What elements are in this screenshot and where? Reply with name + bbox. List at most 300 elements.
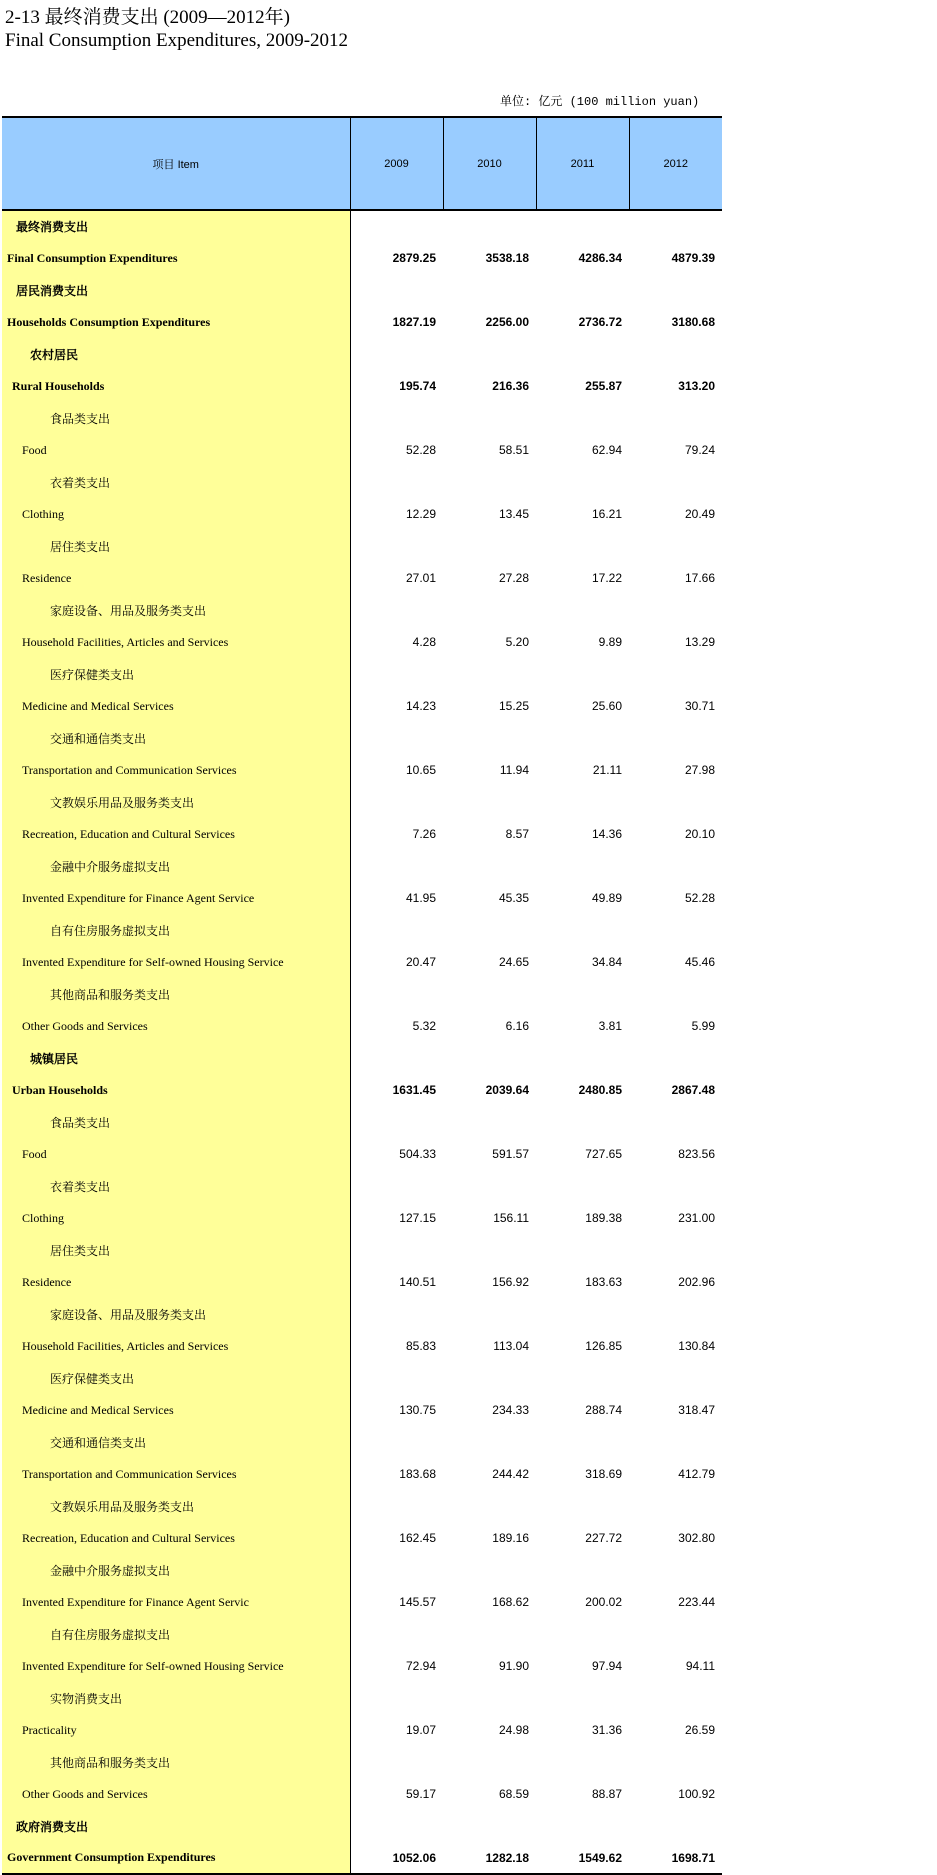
value-cell: 58.51 [498,443,529,457]
empty-cell [443,274,536,306]
value-cell: 94.11 [685,1659,715,1673]
value-cell: 2867.48 [671,1083,715,1097]
value-cell: 41.95 [405,891,436,905]
empty-cell [443,1170,536,1202]
value-cell: 202.96 [678,1275,715,1289]
empty-cell [536,978,629,1010]
value-cell: 130.75 [399,1403,436,1417]
table-row [2,1138,722,1170]
table-row [2,1458,722,1490]
table-row [2,1714,722,1746]
value-cell: 45.46 [684,955,715,969]
table-row-chinese-label [2,1746,722,1778]
row-label-chinese: 交通和通信类支出 [2,1426,350,1458]
value-cell: 156.11 [493,1211,529,1225]
value-cell: 5.99 [691,1019,715,1033]
row-label-chinese: 居住类支出 [2,1234,350,1266]
table-row-chinese-label [2,850,722,882]
row-label-chinese: 衣着类支出 [2,466,350,498]
empty-cell [350,1554,443,1586]
empty-cell [350,1170,443,1202]
table-row [2,690,722,722]
empty-cell [443,1106,536,1138]
value-cell: 52.28 [405,443,436,457]
empty-cell [443,1618,536,1650]
empty-cell [443,914,536,946]
value-cell: 27.28 [498,571,529,585]
column-header-year: 2012 [629,117,722,210]
row-label-english: Rural Households [2,370,350,402]
table-row-chinese-label [2,1426,722,1458]
value-cell: 302.80 [678,1531,715,1545]
empty-cell [443,1298,536,1330]
row-label-chinese: 其他商品和服务类支出 [2,1746,350,1778]
empty-cell [536,1426,629,1458]
value-cell: 1631.45 [392,1083,436,1097]
table-row [2,1650,722,1682]
value-cell: 318.47 [678,1403,715,1417]
value-cell: 126.85 [585,1339,622,1353]
empty-cell [350,1682,443,1714]
row-label-english: Transportation and Communication Services [2,754,350,786]
empty-cell [443,594,536,626]
table-row-chinese-label [2,1810,722,1842]
empty-cell [350,1426,443,1458]
row-label-chinese: 金融中介服务虚拟支出 [2,850,350,882]
row-label-chinese: 家庭设备、用品及服务类支出 [2,594,350,626]
empty-cell [350,850,443,882]
empty-cell [629,1106,722,1138]
empty-cell [629,1490,722,1522]
empty-cell [443,1490,536,1522]
row-label-chinese: 其他商品和服务类支出 [2,978,350,1010]
row-label-english: Food [2,434,350,466]
value-cell: 231.00 [678,1211,715,1225]
value-cell: 14.23 [405,699,436,713]
value-cell: 823.56 [678,1147,715,1161]
empty-cell [443,402,536,434]
empty-cell [629,210,722,242]
empty-cell [629,786,722,818]
empty-cell [443,1426,536,1458]
value-cell: 189.16 [492,1531,529,1545]
empty-cell [536,210,629,242]
row-label-english: Practicality [2,1714,350,1746]
empty-cell [443,850,536,882]
empty-cell [350,1234,443,1266]
empty-cell [443,1682,536,1714]
empty-cell [629,914,722,946]
row-label-chinese: 政府消费支出 [2,1810,350,1842]
value-cell: 4.28 [412,635,436,649]
table-row-chinese-label [2,1362,722,1394]
table-row-chinese-label [2,1106,722,1138]
table-row [2,242,722,274]
row-label-chinese: 食品类支出 [2,402,350,434]
value-cell: 16.21 [591,507,622,521]
value-cell: 1549.62 [536,1842,629,1874]
empty-cell [536,1618,629,1650]
value-cell: 156.92 [492,1275,529,1289]
row-label-english: Final Consumption Expenditures [2,242,350,274]
value-cell: 24.98 [498,1723,529,1737]
empty-cell [629,850,722,882]
value-cell: 97.94 [591,1659,622,1673]
value-cell: 11.94 [499,763,529,777]
value-cell: 189.38 [585,1211,622,1225]
row-label-english: Residence [2,562,350,594]
table-row [2,498,722,530]
table-row [2,1522,722,1554]
empty-cell [536,914,629,946]
empty-cell [629,1234,722,1266]
value-cell: 34.84 [591,955,622,969]
table-row-chinese-label [2,1298,722,1330]
table-row [2,626,722,658]
empty-cell [350,274,443,306]
row-label-chinese: 居住类支出 [2,530,350,562]
table-row [2,1394,722,1426]
header-row [2,117,722,210]
value-cell: 25.60 [591,699,622,713]
row-label-chinese: 自有住房服务虚拟支出 [2,1618,350,1650]
value-cell: 234.33 [492,1403,529,1417]
value-cell: 244.42 [492,1467,529,1481]
empty-cell [536,1170,629,1202]
empty-cell [443,786,536,818]
value-cell: 1827.19 [392,315,436,329]
row-label-chinese: 自有住房服务虚拟支出 [2,914,350,946]
empty-cell [629,1298,722,1330]
row-label-english: Invented Expenditure for Self-owned Housing Service [2,1650,350,1682]
table-title-english: Final Consumption Expenditures, 2009-2012 [5,30,349,51]
value-cell: 183.68 [399,1467,436,1481]
table-row-chinese-label [2,338,722,370]
empty-cell [629,978,722,1010]
value-cell: 13.45 [498,507,529,521]
value-cell: 168.62 [492,1595,529,1609]
table-row [2,946,722,978]
row-label-chinese: 文教娱乐用品及服务类支出 [2,1490,350,1522]
table-row-chinese-label [2,1234,722,1266]
empty-cell [536,1106,629,1138]
value-cell: 162.45 [399,1531,436,1545]
value-cell: 91.90 [498,1659,529,1673]
empty-cell [536,1554,629,1586]
empty-cell [536,658,629,690]
empty-cell [350,1490,443,1522]
table-row-chinese-label [2,274,722,306]
value-cell: 31.36 [591,1723,622,1737]
table-title-chinese: 2-13 最终消费支出 (2009—2012年) [5,7,290,28]
empty-cell [629,1810,722,1842]
value-cell: 3.81 [598,1019,622,1033]
value-cell: 21.11 [592,763,622,777]
empty-cell [536,1746,629,1778]
empty-cell [629,1170,722,1202]
row-label-english: Households Consumption Expenditures [2,306,350,338]
table-row-chinese-label [2,1490,722,1522]
table-body [2,210,722,1874]
row-label-english: Other Goods and Services [2,1010,350,1042]
empty-cell [536,530,629,562]
empty-cell [629,338,722,370]
empty-cell [536,1490,629,1522]
empty-cell [350,978,443,1010]
value-cell: 1052.06 [350,1842,443,1874]
row-label-chinese: 城镇居民 [2,1042,350,1074]
row-label-chinese: 文教娱乐用品及服务类支出 [2,786,350,818]
value-cell: 2736.72 [578,315,622,329]
table-row-chinese-label [2,978,722,1010]
empty-cell [536,594,629,626]
value-cell: 59.17 [405,1787,436,1801]
table-row-chinese-label [2,1618,722,1650]
empty-cell [443,466,536,498]
empty-cell [350,1810,443,1842]
value-cell: 1282.18 [443,1842,536,1874]
value-cell: 200.02 [585,1595,622,1609]
empty-cell [629,402,722,434]
table-row [2,1778,722,1810]
empty-cell [536,722,629,754]
table-row [2,1330,722,1362]
empty-cell [350,1618,443,1650]
value-cell: 6.16 [505,1019,529,1033]
value-cell: 2039.64 [485,1083,529,1097]
value-cell: 140.51 [399,1275,436,1289]
empty-cell [350,658,443,690]
column-header-item: 项目 Item [2,117,350,210]
value-cell: 20.10 [684,827,715,841]
value-cell: 88.87 [591,1787,622,1801]
value-cell: 313.20 [678,379,715,393]
row-label-chinese: 家庭设备、用品及服务类支出 [2,1298,350,1330]
value-cell: 227.72 [585,1531,622,1545]
table-row [2,754,722,786]
value-cell: 52.28 [684,891,715,905]
empty-cell [629,658,722,690]
value-cell: 145.57 [399,1595,436,1609]
row-label-english: Other Goods and Services [2,1778,350,1810]
empty-cell [536,1042,629,1074]
empty-cell [536,1362,629,1394]
value-cell: 2879.25 [392,251,436,265]
value-cell: 3538.18 [485,251,529,265]
value-cell: 183.63 [585,1275,622,1289]
empty-cell [536,1298,629,1330]
empty-cell [629,1362,722,1394]
empty-cell [536,1682,629,1714]
empty-cell [350,530,443,562]
empty-cell [629,1042,722,1074]
value-cell: 85.83 [405,1339,436,1353]
value-cell: 591.57 [492,1147,529,1161]
table-row [2,1202,722,1234]
table-row-chinese-label [2,530,722,562]
empty-cell [629,1426,722,1458]
table-row-chinese-label [2,1554,722,1586]
value-cell: 7.26 [412,827,436,841]
empty-cell [350,1106,443,1138]
consumption-table [2,116,722,1875]
row-label-chinese: 衣着类支出 [2,1170,350,1202]
value-cell: 4286.34 [578,251,622,265]
row-label-english: Recreation, Education and Cultural Services [2,1522,350,1554]
value-cell: 412.79 [678,1467,715,1481]
value-cell: 24.65 [498,955,529,969]
table-row [2,1842,722,1874]
empty-cell [443,1810,536,1842]
value-cell: 12.29 [405,507,436,521]
value-cell: 26.59 [684,1723,715,1737]
value-cell: 504.33 [399,1147,436,1161]
empty-cell [629,530,722,562]
value-cell: 130.84 [678,1339,715,1353]
row-label-chinese: 农村居民 [2,338,350,370]
value-cell: 30.71 [684,699,715,713]
table-row [2,434,722,466]
value-cell: 14.36 [591,827,622,841]
row-label-chinese: 交通和通信类支出 [2,722,350,754]
empty-cell [443,1746,536,1778]
value-cell: 10.65 [405,763,436,777]
empty-cell [536,338,629,370]
empty-cell [443,530,536,562]
empty-cell [629,1682,722,1714]
table-row-chinese-label [2,1682,722,1714]
table-row [2,306,722,338]
empty-cell [350,722,443,754]
row-label-chinese: 医疗保健类支出 [2,658,350,690]
value-cell: 195.74 [399,379,436,393]
empty-cell [443,210,536,242]
value-cell: 223.44 [678,1595,715,1609]
empty-cell [536,1234,629,1266]
value-cell: 255.87 [585,379,622,393]
row-label-english: Invented Expenditure for Self-owned Housing Service [2,946,350,978]
value-cell: 216.36 [492,379,529,393]
empty-cell [443,1362,536,1394]
value-cell: 27.01 [405,571,436,585]
table-row [2,882,722,914]
row-label-english: Household Facilities, Articles and Services [2,1330,350,1362]
empty-cell [536,786,629,818]
row-label-chinese: 居民消费支出 [2,274,350,306]
value-cell: 318.69 [585,1467,622,1481]
empty-cell [350,1746,443,1778]
empty-cell [350,914,443,946]
empty-cell [443,1234,536,1266]
empty-cell [350,1362,443,1394]
empty-cell [629,594,722,626]
table-row-chinese-label [2,1042,722,1074]
empty-cell [350,594,443,626]
value-cell: 17.66 [684,571,715,585]
row-label-english: Invented Expenditure for Finance Agent Servic [2,1586,350,1618]
table-row-chinese-label [2,722,722,754]
unit-label: 单位: 亿元 (100 million yuan) [500,95,700,109]
value-cell: 68.59 [498,1787,529,1801]
value-cell: 4879.39 [671,251,715,265]
empty-cell [536,274,629,306]
empty-cell [629,466,722,498]
row-label-chinese: 食品类支出 [2,1106,350,1138]
empty-cell [350,1042,443,1074]
value-cell: 288.74 [585,1403,622,1417]
row-label-chinese: 最终消费支出 [2,210,350,242]
row-label-english: Medicine and Medical Services [2,1394,350,1426]
empty-cell [443,1042,536,1074]
value-cell: 27.98 [684,763,715,777]
empty-cell [536,1810,629,1842]
value-cell: 45.35 [498,891,529,905]
empty-cell [350,210,443,242]
table-row-chinese-label [2,786,722,818]
row-label-english: Transportation and Communication Services [2,1458,350,1490]
empty-cell [629,1618,722,1650]
row-label-english: Food [2,1138,350,1170]
table-row [2,370,722,402]
table-row-chinese-label [2,210,722,242]
empty-cell [443,338,536,370]
empty-cell [629,1554,722,1586]
column-header-year: 2009 [350,117,443,210]
table-row [2,562,722,594]
empty-cell [350,402,443,434]
value-cell: 3180.68 [671,315,715,329]
value-cell: 19.07 [405,1723,436,1737]
value-cell: 20.47 [405,955,436,969]
empty-cell [536,402,629,434]
empty-cell [443,1554,536,1586]
table-row-chinese-label [2,1170,722,1202]
value-cell: 2256.00 [485,315,529,329]
value-cell: 127.15 [399,1211,436,1225]
row-label-chinese: 实物消费支出 [2,1682,350,1714]
empty-cell [629,722,722,754]
table-row-chinese-label [2,402,722,434]
column-header-year: 2011 [536,117,629,210]
value-cell: 727.65 [585,1147,622,1161]
value-cell: 100.92 [678,1787,715,1801]
table-row [2,1074,722,1106]
empty-cell [350,338,443,370]
value-cell: 113.04 [493,1339,529,1353]
table-row [2,1586,722,1618]
empty-cell [536,850,629,882]
column-header-year: 2010 [443,117,536,210]
empty-cell [350,786,443,818]
empty-cell [350,466,443,498]
value-cell: 15.25 [498,699,529,713]
value-cell: 9.89 [598,635,622,649]
empty-cell [443,658,536,690]
empty-cell [443,978,536,1010]
empty-cell [629,1746,722,1778]
row-label-chinese: 金融中介服务虚拟支出 [2,1554,350,1586]
table-row-chinese-label [2,594,722,626]
empty-cell [350,1298,443,1330]
row-label-english: Invented Expenditure for Finance Agent Service [2,882,350,914]
value-cell: 72.94 [405,1659,436,1673]
table-row-chinese-label [2,658,722,690]
value-cell: 2480.85 [578,1083,622,1097]
table-row [2,1010,722,1042]
value-cell: 79.24 [684,443,715,457]
table-row-chinese-label [2,914,722,946]
value-cell: 20.49 [684,507,715,521]
